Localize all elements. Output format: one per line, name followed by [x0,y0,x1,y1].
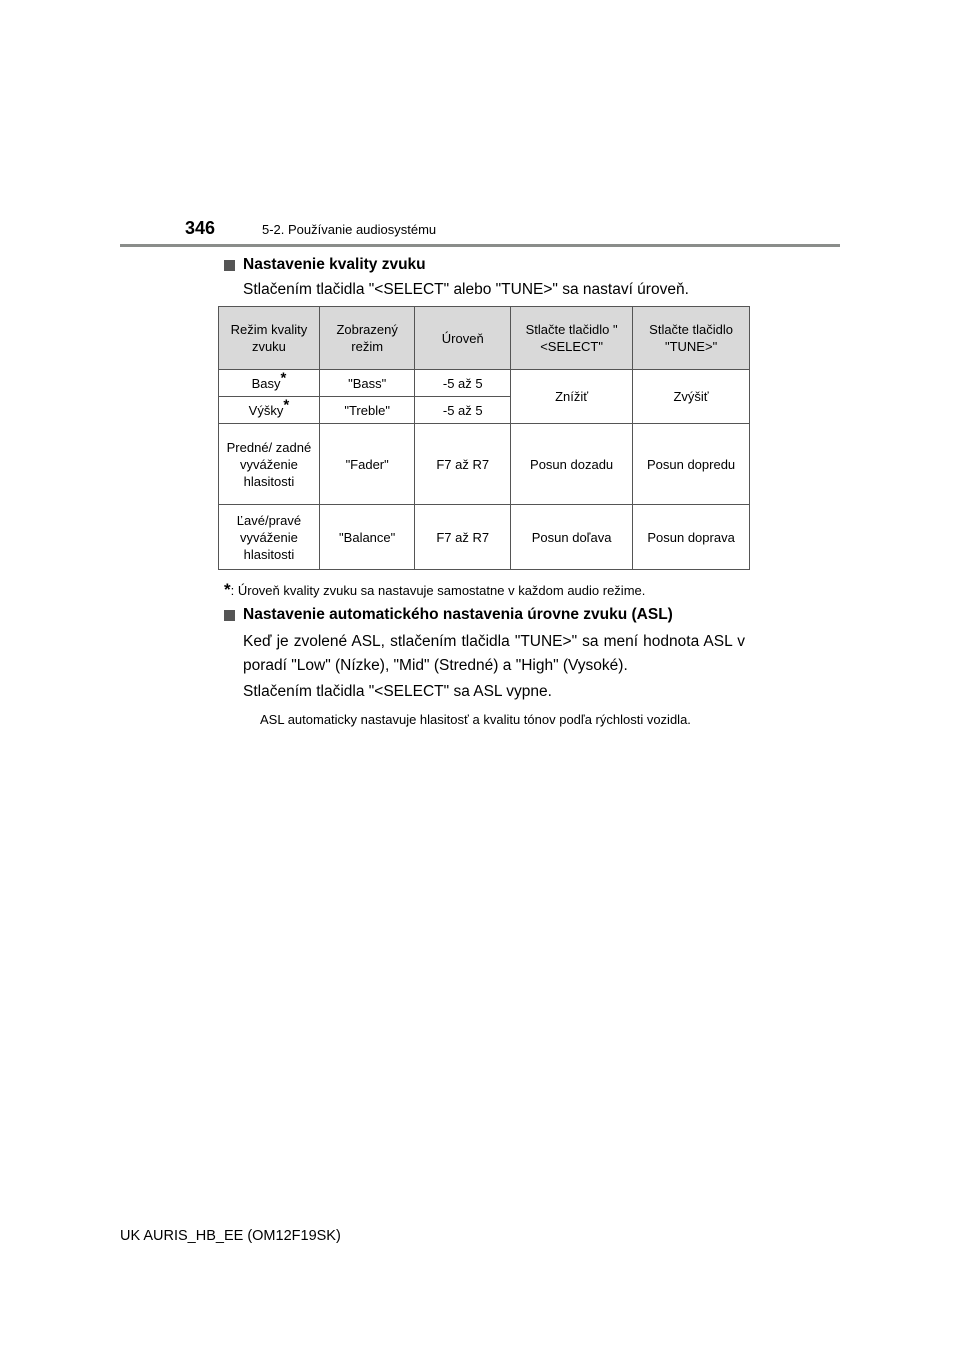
asl-description: Keď je zvolené ASL, stlačením tlačidla "TUNE>" sa mení hodnota ASL v poradí "Low" (Nízke), "Mid" (Stredné) a "High" (Vysoké). [243,633,745,674]
table-cell: F7 až R7 [415,424,511,505]
table-header-cell: Úroveň [415,307,511,370]
table-header-cell: Režim kvality zvuku [219,307,320,370]
table-header-cell: Stlačte tlačidlo "<SELECT" [511,307,633,370]
footnote-star: * [280,369,287,387]
table-cell: "Bass" [319,370,415,397]
table-cell [219,370,320,397]
asl-note: ASL automaticky nastavuje hlasitosť a kvalitu tónov podľa rýchlosti vozidla. [260,712,691,727]
table-cell: "Balance" [319,505,415,570]
table-cell: Posun doprava [633,505,750,570]
table-cell: "Treble" [319,397,415,424]
table-cell: Posun dozadu [511,424,633,505]
sound-quality-instruction: Stlačením tlačidla "<SELECT" alebo "TUNE>" sa nastaví úroveň. [243,281,689,298]
table-row [219,424,750,505]
table-header-cell: Stlačte tlačidlo "TUNE>" [633,307,750,370]
asl-off-instruction: Stlačením tlačidla "<SELECT" sa ASL vypne. [243,683,552,700]
table-cell [219,397,320,424]
sound-quality-table [218,306,750,570]
table-cell: Predné/ zadné vyváženie hlasitosti [219,424,320,505]
asl-heading [224,606,673,624]
table-cell: Ľavé/pravé vyváženie hlasitosti [219,505,320,570]
table-cell-merged: Zvýšiť [633,370,750,424]
footnote-star: * [224,580,231,599]
page-number: 346 [185,218,216,238]
table-cell: -5 až 5 [415,397,511,424]
table-cell: -5 až 5 [415,370,511,397]
mode-text: Basy [251,375,281,391]
table-cell: "Fader" [319,424,415,505]
table-row [219,505,750,570]
table-cell: Posun dopredu [633,424,750,505]
document-code: UK AURIS_HB_EE (OM12F19SK) [120,1228,341,1244]
section-header: 5-2. Používanie audiosystému [262,222,437,237]
footnote-text: : Úroveň kvality zvuku sa nastavuje samostatne v každom audio režime. [230,583,646,598]
sound-quality-heading-text: Nastavenie kvality zvuku [243,256,426,273]
square-bullet-icon [224,260,235,271]
table-footnote [224,580,645,600]
asl-heading-text: Nastavenie automatického nastavenia úrovne zvuku (ASL) [243,606,673,623]
table-header-row [219,307,750,370]
table-row [219,370,750,397]
mode-text: Výšky [248,402,284,418]
footnote-star: * [283,396,290,414]
table-cell-merged: Znížiť [511,370,633,424]
table-cell: F7 až R7 [415,505,511,570]
square-bullet-icon [224,610,235,621]
table-cell: Posun doľava [511,505,633,570]
header-rule [120,244,840,247]
sound-quality-heading [224,256,426,274]
table-header-cell: Zobrazený režim [319,307,415,370]
